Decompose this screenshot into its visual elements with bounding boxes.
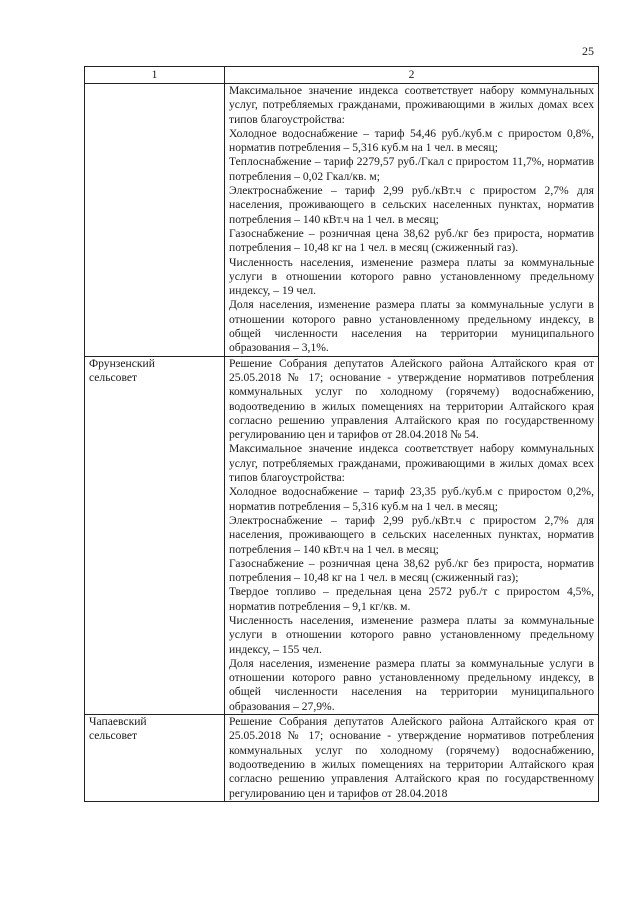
description-paragraph: Холодное водоснабжение – тариф 54,46 руб./куб.м с приростом 0,8%, норматив потребления – 5,316 куб.м на 1 чел. в месяц; bbox=[229, 126, 594, 155]
description-cell bbox=[225, 715, 599, 802]
description-paragraph: Численность населения, изменение размера платы за коммунальные услуги в отношении которого равно установленному предельному индексу, – 19 чел. bbox=[229, 255, 594, 298]
description-cell bbox=[225, 84, 599, 357]
description-paragraph: Максимальное значение индекса соответствует набору коммунальных услуг, потребляемых гражданами, проживающими в жилых домах всех типов благоустройства: bbox=[229, 442, 594, 485]
table-row bbox=[85, 715, 599, 802]
description-paragraph: Электроснабжение – тариф 2,99 руб./кВт.ч с приростом 2,7% для населения, проживающего в сельских населенных пунктах, норматив потребления – 140 кВт.ч на 1 чел. в месяц; bbox=[229, 513, 594, 556]
description-paragraph: Газоснабжение – розничная цена 38,62 руб./кг без прироста, норматив потребления – 10,48 кг на 1 чел. в месяц (сжиженный газ). bbox=[229, 226, 594, 255]
area-name-cell bbox=[85, 356, 225, 714]
description-cell bbox=[225, 356, 599, 714]
table-row bbox=[85, 356, 599, 714]
description-paragraph: Холодное водоснабжение – тариф 23,35 руб./куб.м с приростом 0,2%, норматив потребления – 5,316 куб.м на 1 чел. в месяц; bbox=[229, 485, 594, 513]
area-name-line: сельсовет bbox=[89, 370, 138, 384]
tariff-table bbox=[84, 66, 599, 802]
table-header-row bbox=[85, 67, 599, 84]
area-name-cell bbox=[85, 84, 225, 357]
area-name-line: Чапаевский bbox=[89, 715, 147, 729]
column-header-1: 1 bbox=[85, 67, 225, 84]
description-paragraph: Численность населения, изменение размера платы за коммунальные услуги в отношении которого равно установленному предельному индексу, – 155 чел. bbox=[229, 613, 594, 656]
table-body bbox=[85, 84, 599, 802]
area-name-cell bbox=[85, 715, 225, 802]
description-paragraph: Теплоснабжение – тариф 2279,57 руб./Гкал с приростом 11,7%, норматив потребления – 0,02 Гкал/кв. м; bbox=[229, 155, 594, 183]
area-name-line: Фрунзенский bbox=[89, 356, 155, 370]
description-paragraph: Решение Собрания депутатов Алейского района Алтайского края от 25.05.2018 № 17; основание - утверждение нормативов потребления коммунальных услуг по холодному (горячему) водоснабжению, водоотведению в жилых помещениях на территории Алтайского края согласно решению управления Алтайского края по государственному регулированию цен и тарифов от 28.04.2018 bbox=[229, 715, 594, 800]
description-paragraph: Решение Собрания депутатов Алейского района Алтайского края от 25.05.2018 № 17; основание - утверждение нормативов потребления коммунальных услуг по холодному (горячему) водоснабжению, водоотведению в жилых помещениях на территории Алтайского края согласно решению управления Алтайского края по государственному регулированию цен и тарифов от 28.04.2018 № 54. bbox=[229, 356, 594, 442]
table-row bbox=[85, 84, 599, 357]
description-paragraph: Доля населения, изменение размера платы за коммунальные услуги в отношении которого равно установленному предельному индексу, в общей численности населения на территории муниципального образования – 27,9%. bbox=[229, 656, 594, 713]
description-paragraph: Максимальное значение индекса соответствует набору коммунальных услуг, потребляемых гражданами, проживающими в жилых домах всех типов благоустройства: bbox=[229, 84, 594, 126]
page-number: 25 bbox=[582, 44, 594, 58]
column-header-2: 2 bbox=[225, 67, 599, 84]
area-name-line: сельсовет bbox=[89, 729, 138, 743]
description-paragraph: Твердое топливо – предельная цена 2572 руб./т с приростом 4,5%, норматив потребления – 9,1 кг/кв. м. bbox=[229, 585, 594, 613]
description-paragraph: Доля населения, изменение размера платы за коммунальные услуги в отношении которого равно установленному предельному индексу, в общей численности населения на территории муниципального образования – 3,1%. bbox=[229, 298, 594, 355]
description-paragraph: Газоснабжение – розничная цена 38,62 руб./кг без прироста, норматив потребления – 10,48 кг на 1 чел. в месяц (сжиженный газ); bbox=[229, 556, 594, 585]
description-paragraph: Электроснабжение – тариф 2,99 руб./кВт.ч с приростом 2,7% для населения, проживающего в сельских населенных пунктах, норматив потребления – 140 кВт.ч на 1 чел. в месяц; bbox=[229, 184, 594, 226]
